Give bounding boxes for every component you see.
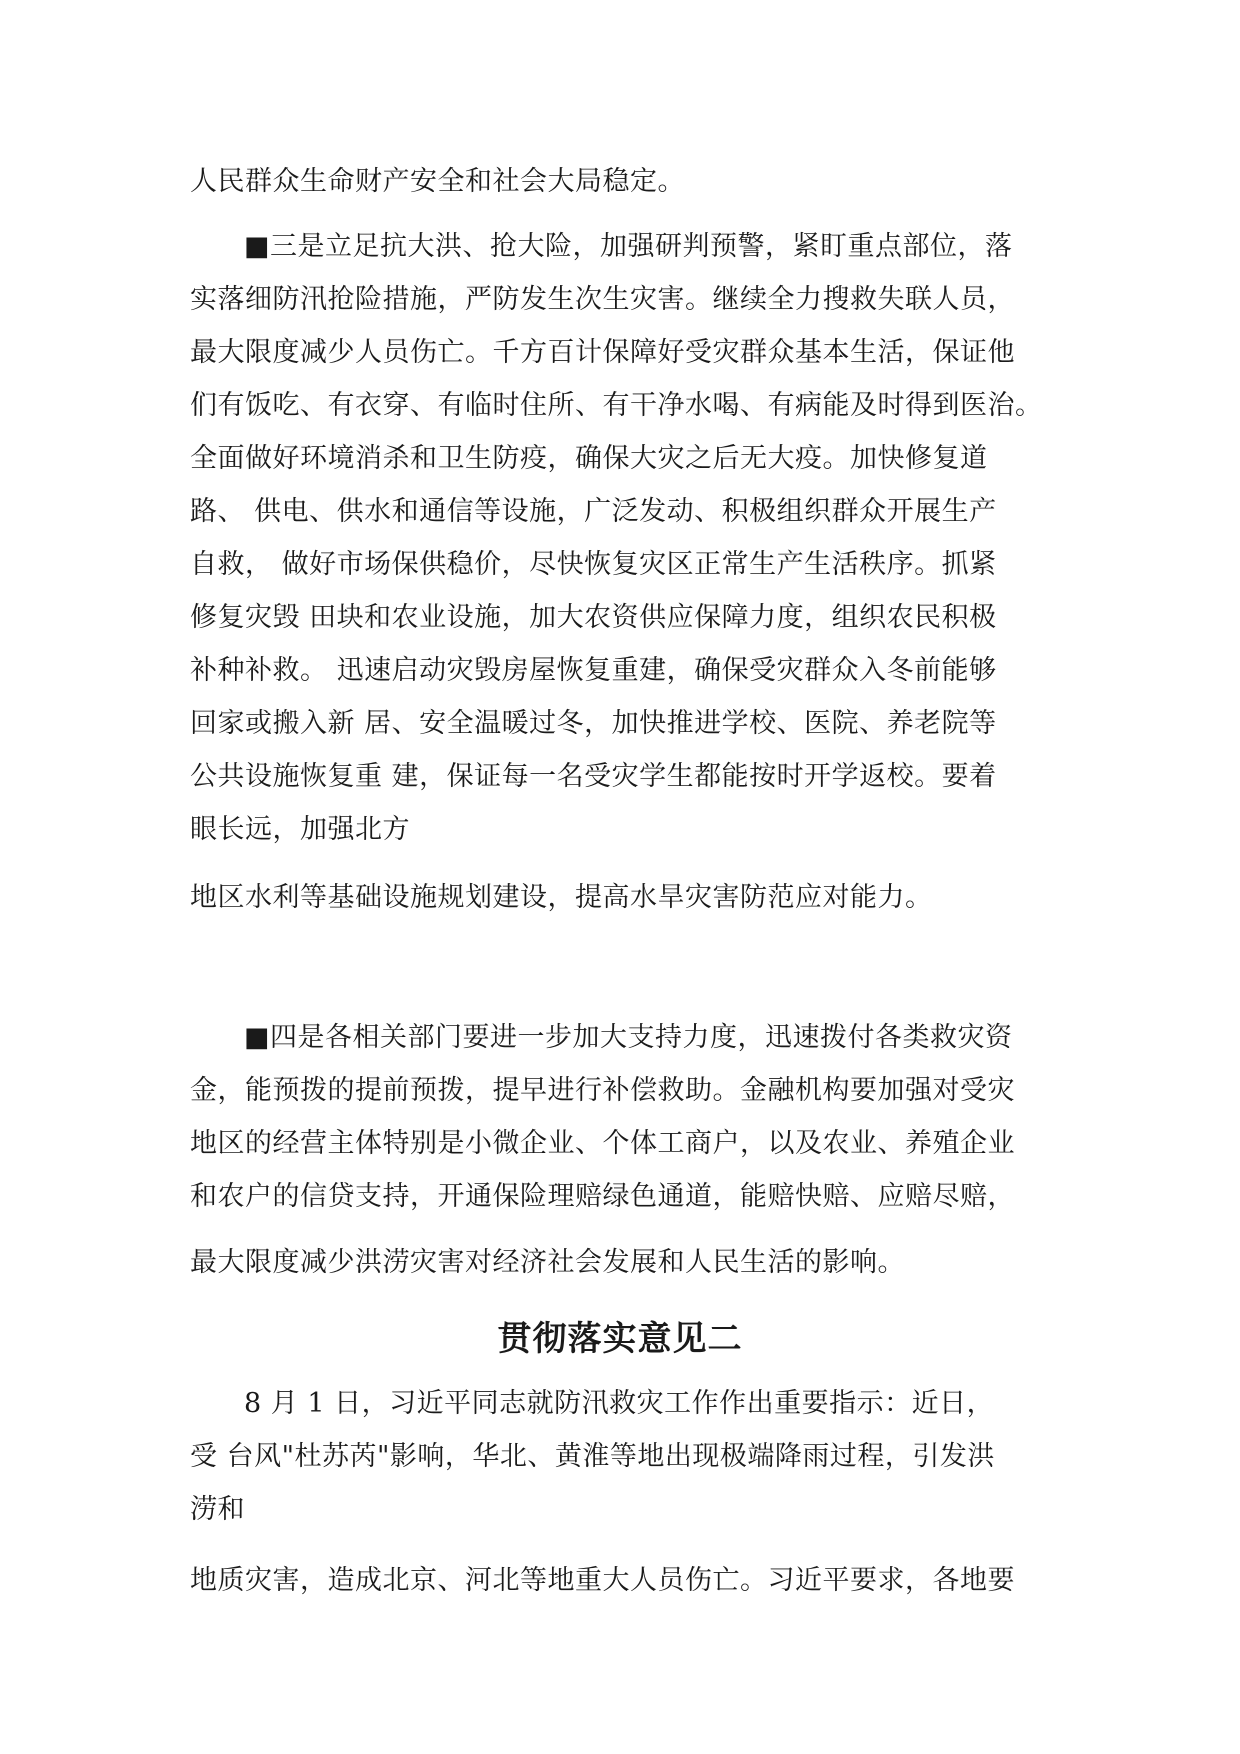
paragraph-four-first-line: ■四是各相关部门要进一步加大支持力度，迅速拨付各类救灾资 <box>244 1022 1013 1053</box>
body-text-line: 路、 供电、供水和通信等设施，广泛发动、积极组织群众开展生产 <box>190 496 997 527</box>
body-text-line: 补种补救。 迅速启动灾毁房屋恢复重建，确保受灾群众入冬前能够 <box>190 655 997 686</box>
body-text-line: 受 台风"杜苏芮"影响，华北、黄淮等地出现极端降雨过程，引发洪 <box>190 1441 995 1472</box>
section-first-line: 8 月 1 日，习近平同志就防汛救灾工作作出重要指示：近日， <box>244 1388 995 1419</box>
section-heading: 贯彻落实意见二 <box>497 1319 743 1359</box>
body-text-line: 最大限度减少洪涝灾害对经济社会发展和人民生活的影响。 <box>190 1247 905 1278</box>
body-text-line: 自救， 做好市场保供稳价，尽快恢复灾区正常生产生活秩序。抓紧 <box>190 549 997 580</box>
body-text-line: 地质灾害，造成北京、河北等地重大人员伤亡。习近平要求，各地要 <box>190 1565 1015 1596</box>
body-text-line: 地区水利等基础设施规划建设，提高水旱灾害防范应对能力。 <box>190 882 933 913</box>
body-text-line: 人民群众生命财产安全和社会大局稳定。 <box>190 166 685 197</box>
body-text-line: 眼长远，加强北方 <box>190 814 410 845</box>
paragraph-three-first-line: ■三是立足抗大洪、抢大险，加强研判预警，紧盯重点部位，落 <box>244 231 1013 262</box>
body-text-line: 回家或搬入新 居、安全温暖过冬，加快推进学校、医院、养老院等 <box>190 708 997 739</box>
body-text-line: 金，能预拨的提前预拨，提早进行补偿救助。金融机构要加强对受灾 <box>190 1075 1015 1106</box>
body-text-line: 地区的经营主体特别是小微企业、个体工商户，以及农业、养殖企业 <box>190 1128 1015 1159</box>
body-text-line: 实落细防汛抢险措施，严防发生次生灾害。继续全力搜救失联人员， <box>190 284 1015 315</box>
body-text-line: 涝和 <box>190 1494 245 1525</box>
body-text-line: 公共设施恢复重 建，保证每一名受灾学生都能按时开学返校。要着 <box>190 761 997 792</box>
body-text-line: 全面做好环境消杀和卫生防疫，确保大灾之后无大疫。加快修复道 <box>190 443 988 474</box>
body-text-line: 和农户的信贷支持，开通保险理赔绿色通道，能赔快赔、应赔尽赔， <box>190 1181 1015 1212</box>
body-text-line: 最大限度减少人员伤亡。千方百计保障好受灾群众基本生活，保证他 <box>190 337 1015 368</box>
body-text-line: 们有饭吃、有衣穿、有临时住所、有干净水喝、有病能及时得到医治。 <box>190 390 1043 421</box>
body-text-line: 修复灾毁 田块和农业设施，加大农资供应保障力度，组织农民积极 <box>190 602 997 633</box>
